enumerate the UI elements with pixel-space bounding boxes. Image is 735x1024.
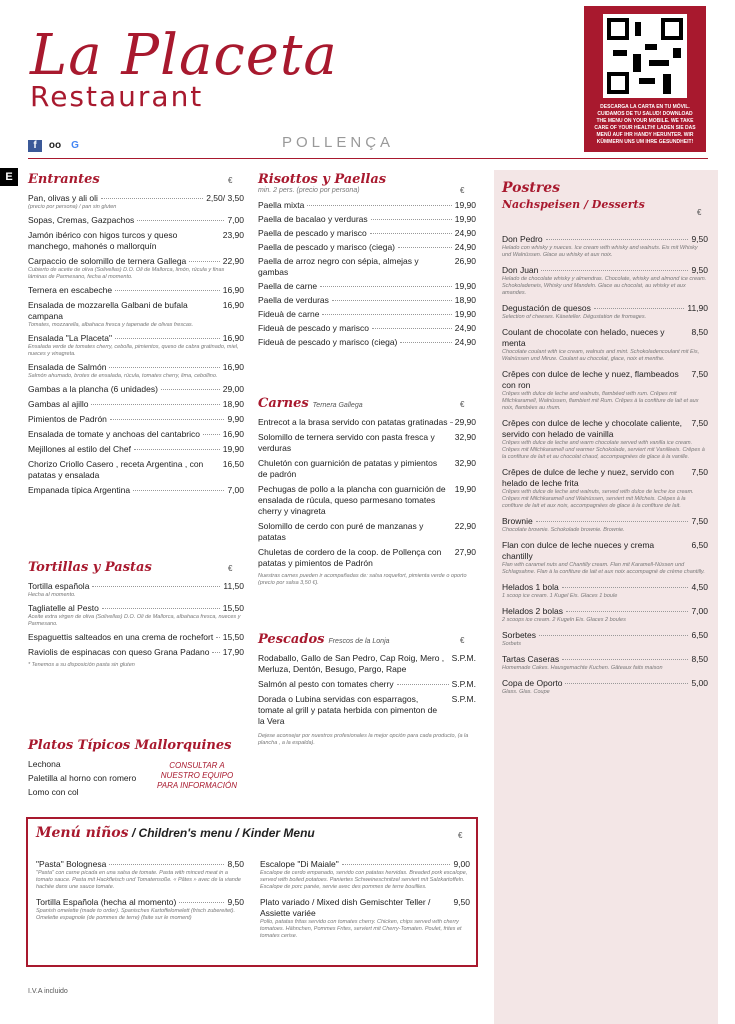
menu-item (502, 303, 708, 321)
item-price: 5,00 (691, 678, 708, 688)
currency-symbol: € (697, 208, 702, 217)
item-name: Paella de verduras (258, 295, 329, 305)
item-description: Chocolate brownie. Schokolade brownie. Brownie. (502, 527, 625, 533)
leader-dots (110, 419, 225, 420)
leader-dots (320, 286, 452, 287)
item-description: Aceite extra virgen de oliva (Solivellas) D.O. Oli de Mallorca, albahaca fresca, nueces y Parmesano. (28, 614, 241, 627)
item-price: 7,00 (227, 485, 244, 495)
item-name: Pechugas de pollo a la plancha con guarnición de ensalada de rúcula, queso parmesano tomates cherry y vinagreta (258, 484, 446, 516)
item-price: 9,50 (453, 897, 470, 907)
restaurant-logo (30, 23, 338, 113)
menu-item (258, 281, 476, 292)
item-price: 7,50 (691, 467, 708, 477)
leader-dots (203, 434, 220, 435)
item-name: Escalope "Di Maiale" (260, 859, 339, 869)
item-price: 9,00 (453, 859, 470, 869)
item-name: Sopas, Cremas, Gazpachos (28, 215, 135, 225)
header-divider (28, 158, 708, 159)
item-name: Dorada o Lubina servidas con esparragos, tomate al grill y patata herbida con pimenton de la Vera (258, 694, 438, 726)
carnes-list (258, 417, 476, 569)
menu-item (258, 242, 476, 253)
risottos-list (258, 200, 476, 348)
item-name: Don Juan (502, 265, 539, 275)
item-description: Spanish omelette (made to order). Spanisches Kartoffelomelett (frisch zubereitet). Omelette espagnole (de pommes de terre) (faite sur le moment) (36, 908, 236, 921)
item-price: 32,90 (454, 458, 476, 468)
leader-dots (332, 300, 452, 301)
item-description: "Pasta" con carne picada en una salsa de tomate. Pasta with minced meat in a tomato sauce. Pasta mit Hackfleisch und Tomatensoße. « Pâtes » avec de la viande hachée dans une sauce tomate. (36, 870, 241, 890)
item-name: Ternera en escabeche (28, 285, 113, 295)
item-description: Salmón ahumado, brotes de ensalada, rúcula, tomates cherry, lima, cebollino. (28, 373, 218, 379)
menu-item (502, 418, 708, 461)
item-description: Sorbets (502, 641, 521, 647)
menu-item (502, 327, 708, 363)
menu-item (258, 653, 476, 675)
item-price: 18,90 (454, 295, 476, 305)
currency-symbol: € (228, 564, 233, 573)
item-name: Paella mixta (258, 200, 305, 210)
item-price: 23,90 (222, 230, 244, 240)
leader-dots (109, 864, 224, 865)
leader-dots (216, 637, 219, 638)
item-price: 9,50 (691, 234, 708, 244)
mallorquines-section (28, 738, 244, 798)
facebook-icon[interactable]: f (28, 140, 42, 152)
menu-item (28, 647, 244, 658)
item-name: Empanada típica Argentina (28, 485, 131, 495)
menu-item (28, 485, 244, 496)
item-price: 6,50 (691, 630, 708, 640)
item-description: Escalope de cerdo empanado, servido con patatas hervidas. Breaded pork escalope, served with boiled potatoes. Paniertes Schweineschnitzel serviert mit Salzkartoffeln. Escalope de porc panée, servie avec des pommes de terre bouillies. (260, 870, 468, 890)
leader-dots (92, 586, 220, 587)
mallorquines-title: Platos Típicos Mallorquines (28, 738, 232, 753)
item-price: S.P.M. (451, 653, 476, 663)
menu-item (28, 384, 244, 395)
item-name: Crêpes de dulce de leche y nuez, servido con helado de leche frita (502, 467, 674, 488)
item-name: Flan con dulce de leche nueces y crema chantilly (502, 540, 655, 561)
menu-item (502, 582, 708, 600)
menu-item (258, 295, 476, 306)
item-price: 9,90 (227, 414, 244, 424)
menu-item (28, 414, 244, 425)
item-name: Paella de pescado y marisco (ciega) (258, 242, 396, 252)
list-item: Paletilla al horno con romero (28, 773, 137, 783)
menu-item (258, 200, 476, 211)
item-price: 19,90 (222, 444, 244, 454)
item-price: 19,90 (454, 484, 476, 494)
tortillas-list (28, 581, 244, 658)
menu-item (28, 333, 244, 358)
leader-dots (161, 389, 220, 390)
currency-symbol: € (460, 400, 465, 409)
item-price: 15,50 (222, 632, 244, 642)
item-price: 16,90 (222, 333, 244, 343)
leader-dots (370, 233, 452, 234)
leader-dots (102, 608, 220, 609)
consult-note: CONSULTAR A NUESTRO EQUIPO PARA INFORMACIÓN (156, 761, 237, 790)
item-price: 16,90 (222, 429, 244, 439)
menu-item (28, 459, 244, 481)
item-price: 16,90 (222, 300, 244, 310)
qr-box (584, 6, 706, 152)
pescados-sub: Frescos de la Lonja (328, 638, 390, 645)
item-name: Ensalada de Salmón (28, 362, 107, 372)
item-name: Fideuà de carne (258, 309, 320, 319)
item-name: Helados 1 bola (502, 582, 559, 592)
item-name: Mejillones al estilo del Chef (28, 444, 131, 454)
leader-dots (307, 205, 451, 206)
menu-item (258, 694, 476, 727)
carnes-section (258, 396, 476, 587)
item-price: 17,90 (222, 647, 244, 657)
menu-item (36, 859, 244, 891)
menu-item (502, 606, 708, 624)
menu-item (28, 399, 244, 410)
carnes-sub: Ternera Gallega (312, 402, 363, 409)
postres-title: Postres (502, 180, 561, 196)
item-name: Entrecot a la brasa servido con patatas gratinadas (258, 417, 448, 427)
leader-dots (133, 490, 224, 491)
leader-dots (398, 247, 452, 248)
leader-dots (371, 219, 452, 220)
entrantes-list (28, 193, 244, 496)
item-description: Hecha al momento. (28, 592, 76, 598)
item-name: Sorbetes (502, 630, 537, 640)
menu-item (258, 256, 476, 278)
brand-sub: Restaurant (30, 80, 204, 113)
item-name: Fideuà de pescado y marisco (258, 323, 370, 333)
kids-left-list (36, 859, 244, 928)
item-name: Gambas a la plancha (6 unidades) (28, 384, 158, 394)
item-name: "Pasta" Bolognesa (36, 859, 107, 869)
vat-note: I.V.A incluido (28, 988, 68, 995)
menu-item (28, 429, 244, 440)
leader-dots (539, 635, 688, 636)
leader-dots (115, 290, 220, 291)
item-price: 8,50 (691, 654, 708, 664)
qr-instructions: DESCARGA LA CARTA EN TU MÓVIL. CUIDAMOS DE TU SALUD! DOWNLOAD THE MENU ON YOUR MOBILE. WE TAKE CARE OF YOUR HEALTH! LADEN SIE DAS MENÜ AUF IHR HANDY HERUNTER. WIR KÜMMERN UNS UM IHRE GESUNDHEIT! (594, 104, 696, 145)
item-name: Salmón al pesto con tomates cherry (258, 679, 394, 689)
item-name: Coulant de chocolate con helado, nueces y menta (502, 327, 665, 348)
item-price: 19,90 (454, 200, 476, 210)
item-description: Pollo, patatas fritas servido con tomates cherry. Chicken, chips served with cherry tomatoes. Hähnchen, Pommes Frites, serviert mit Cherry-Tomaten. Poulet, frites et tomates cerise. (260, 919, 462, 939)
kids-right-list (260, 859, 470, 946)
leader-dots (400, 342, 451, 343)
menu-item (502, 678, 708, 696)
pescados-note: Dejese aconsejar por nuestros profesionales la mejor opción para cada producto, (a la plancha , a la espalda). (258, 733, 469, 746)
leader-dots (536, 521, 689, 522)
menu-item (258, 547, 476, 569)
leader-dots (189, 261, 219, 262)
item-description: Glass. Glas. Coupe (502, 689, 550, 695)
gluten-note: * Tenemos a su disposición pasta sin gluten (28, 662, 135, 668)
postres-panel (494, 170, 718, 1024)
menu-item (258, 417, 476, 428)
menu-item (28, 362, 244, 380)
item-description: Helado con whisky y nueces. Ice cream with whisky and walnuts. Eis mit Whisky und Walnüssen. Glace au whisky et aux noix. (502, 245, 698, 258)
item-price: 2,50/ 3,50 (206, 193, 244, 203)
item-price: 19,90 (454, 281, 476, 291)
item-name: Tartas Caseras (502, 654, 560, 664)
item-name: Jamón ibérico con higos turcos y queso manchego, mahonés o mallorquín (28, 230, 178, 251)
leader-dots (397, 684, 449, 685)
leader-dots (541, 270, 688, 271)
item-name: Carpaccio de solomillo de ternera Gallega (28, 256, 187, 266)
postres-sub: Nachspeisen / Desserts (502, 198, 645, 211)
menu-item (28, 230, 244, 252)
leader-dots (101, 198, 203, 199)
item-name: Raviolis de espinacas con queso Grana Padano (28, 647, 210, 657)
menu-item (28, 581, 244, 599)
item-price: 24,90 (454, 228, 476, 238)
menu-item (28, 300, 244, 329)
menu-item (502, 516, 708, 534)
currency-symbol: € (460, 636, 465, 645)
item-name: Don Pedro (502, 234, 543, 244)
risottos-sub: min. 2 pers. (precio por persona) (258, 187, 360, 194)
item-price: 16,90 (222, 285, 244, 295)
menu-item (28, 603, 244, 628)
leader-dots (372, 328, 452, 329)
item-name: Pan, olivas y ali oli (28, 193, 98, 203)
item-name: Paella de carne (258, 281, 318, 291)
entrantes-title: Entrantes (28, 172, 100, 187)
item-description: Flan with caramel nuts and Chantilly cream. Flan mit Karamell-Nüssen und Schlagsahne. Flan à la confiture de lait et aux noix accompagné de crème chantilly. (502, 562, 705, 575)
menu-item (258, 309, 476, 320)
menu-item (258, 484, 476, 517)
leader-dots (109, 367, 219, 368)
menu-item (28, 632, 244, 643)
leader-dots (546, 239, 689, 240)
item-price: S.P.M. (451, 694, 476, 704)
item-price: 7,50 (691, 369, 708, 379)
menu-item (258, 679, 476, 690)
leader-dots (565, 683, 688, 684)
currency-symbol: € (460, 186, 465, 195)
item-name: Tortilla española (28, 581, 90, 591)
menu-item (260, 897, 470, 940)
menu-item (28, 193, 244, 211)
item-price: 29,90 (454, 417, 476, 427)
risottos-section (258, 172, 476, 351)
item-name: Paella de arroz negro con sépia, almejas y gambas (258, 256, 419, 277)
menu-item (502, 265, 708, 297)
menu-item (258, 521, 476, 543)
list-item: Lomo con col (28, 787, 79, 797)
pescados-list (258, 653, 476, 727)
item-price: 32,90 (454, 432, 476, 442)
brand-name: La Placeta (30, 23, 338, 88)
item-price: 11,50 (223, 581, 244, 591)
item-price: 27,90 (454, 547, 476, 557)
item-name: Tortilla Española (hecha al momento) (36, 897, 177, 907)
google-icon[interactable]: G (71, 140, 79, 151)
item-price: 7,50 (691, 516, 708, 526)
item-price: 7,00 (691, 606, 708, 616)
item-name: Crêpes con dulce de leche y chocolate caliente, servido con helado de vainilla (502, 418, 683, 439)
leader-dots (134, 449, 220, 450)
item-name: Chorizo Criollo Casero , receta Argentina , con patatas y ensalada (28, 459, 204, 480)
item-name: Degustación de quesos (502, 303, 591, 313)
item-name: Solomillo de cerdo con puré de manzanas y patatas (258, 521, 424, 542)
qr-code[interactable] (603, 14, 687, 98)
pescados-section (258, 632, 476, 747)
item-description: 1 scoop ice cream. 1 Kugel Eis. Glaces 1 boule (502, 593, 618, 599)
item-name: Pimientos de Padrón (28, 414, 107, 424)
menu-item (28, 444, 244, 455)
list-item: Lechona (28, 759, 61, 769)
item-description: Homemade Cakes. Hausgemachte Kuchen. Gâteaux faits maison (502, 665, 663, 671)
item-name: Ensalada de mozzarella Galbani de bufala campana (28, 300, 188, 321)
item-description: 2 scoops ice cream. 2 Kugeln Eis. Glaces 2 boules (502, 617, 626, 623)
leader-dots (566, 611, 688, 612)
item-price: 22,90 (222, 256, 244, 266)
item-description: (precio por persona) / pan sin gluten (28, 204, 117, 210)
menu-item (258, 432, 476, 454)
language-tag: E (0, 168, 18, 186)
menu-item (36, 897, 244, 922)
item-price: 22,90 (454, 521, 476, 531)
pescados-title: Pescados (258, 632, 325, 647)
item-description: Chocolate coulant with ice cream, walnuts and mint. Schokoladencoulant mit Eis, Walnüssen und Minze. Coulant au chocolat, glace, noix et menthe. (502, 349, 700, 362)
kids-title-rest: / Children's menu / Kinder Menu (128, 826, 315, 840)
tortillas-section (28, 560, 244, 669)
item-name: Ensalada de tomate y anchoas del cantabrico (28, 429, 201, 439)
leader-dots (450, 422, 451, 423)
item-price: 7,00 (227, 215, 244, 225)
item-price: 26,90 (454, 256, 476, 266)
item-name: Rodaballo, Gallo de San Pedro, Cap Roig, Mero , Merluza, Dentón, Besugo, Pargo, Rape (258, 653, 445, 674)
menu-item (28, 215, 244, 226)
item-name: Plato variado / Mixed dish Gemischter Teller / Assiette variée (260, 897, 431, 918)
item-description: Ensalada verde de tomates cherry, cebolla, pimientos, queso de cabra gratinado, miel, nueces y vinagreta. (28, 344, 239, 357)
menu-item (28, 285, 244, 296)
item-price: 29,00 (222, 384, 244, 394)
item-name: Crêpes con dulce de leche y nuez, flambeados con ron (502, 369, 679, 390)
item-name: Chuletas de cordero de la coop. de Pollença con patatas y pimientos de Padrón (258, 547, 442, 568)
item-price: 6,50 (691, 540, 708, 550)
item-price: 18,90 (222, 399, 244, 409)
carnes-note: Nuestras carnes pueden ir acompañadas de: salsa roquefort, pimienta verde o oporto (precio por salsa 3,50 €). (258, 573, 467, 586)
item-price: 15,50 (222, 603, 244, 613)
currency-symbol: € (228, 176, 233, 185)
item-price: 8,50 (227, 859, 244, 869)
leader-dots (212, 652, 219, 653)
menu-item (258, 323, 476, 334)
item-price: S.P.M. (451, 679, 476, 689)
leader-dots (322, 314, 451, 315)
social-links (28, 140, 82, 152)
leader-dots (594, 308, 685, 309)
menu-item (502, 369, 708, 412)
menu-item (502, 630, 708, 648)
menu-item (502, 234, 708, 259)
item-name: Brownie (502, 516, 533, 526)
leader-dots (91, 404, 219, 405)
postres-list (502, 234, 708, 702)
carnes-title: Carnes (258, 396, 309, 411)
item-price: 24,90 (454, 242, 476, 252)
item-price: 8,50 (691, 327, 708, 337)
tripadvisor-icon[interactable]: oo (48, 140, 62, 151)
item-price: 4,50 (691, 582, 708, 592)
item-description: Crêpes with dulce de leche and warm chocolate served with vanilla ice cream. Crêpes mit Milchkaramell und warmer Schokolade, serviert mit Vanilleeis. Crêpes à la confiture de lait et au chocolat chaud, accompagnées de glace à la vanille. (502, 440, 705, 460)
item-price: 16,90 (222, 362, 244, 372)
item-name: Ensalada "La Placeta" (28, 333, 113, 343)
item-description: Cubierto de aceite de oliva (Solivellas) D.O. Oli de Mallorca, limón, rúcula y finas láminas de Parmesano, fecha al momento. (28, 267, 225, 280)
menu-item (28, 256, 244, 281)
item-name: Tagliatelle al Pesto (28, 603, 99, 613)
menu-item (258, 228, 476, 239)
leader-dots (562, 659, 688, 660)
leader-dots (342, 864, 451, 865)
tortillas-title: Tortillas y Pastas (28, 560, 152, 575)
item-price: 19,90 (454, 309, 476, 319)
leader-dots (179, 902, 224, 903)
menu-item (258, 214, 476, 225)
item-description: Tomates, mozzarella, albahaca fresca y tapenade de olivas frescas. (28, 322, 194, 328)
item-name: Paella de pescado y marisco (258, 228, 367, 238)
menu-item (258, 458, 476, 480)
item-name: Paella de bacalao y verduras (258, 214, 368, 224)
item-price: 16,50 (222, 459, 244, 469)
menu-item (502, 467, 708, 510)
menu-item (260, 859, 470, 891)
town-name: POLLENÇA (282, 134, 395, 151)
item-description: Selection of cheeses. Käseteller. Dégustation de fromages. (502, 314, 647, 320)
item-price: 19,90 (454, 214, 476, 224)
item-description: Helado de chocolate whisky y almendras. Chocolate, whisky and almond ice cream. Schokoladeneis, Whisky und Mandeln. Glace au chocolat, au whisky et aux amandes. (502, 276, 707, 296)
item-name: Chuletón con guarnición de patatas y pimientos de padrón (258, 458, 438, 479)
leader-dots (562, 587, 689, 588)
entrantes-section (28, 172, 244, 500)
item-name: Copa de Oporto (502, 678, 563, 688)
item-name: Fideuà de pescado y marisco (ciega) (258, 337, 398, 347)
item-price: 24,90 (454, 323, 476, 333)
item-price: 9,50 (227, 897, 244, 907)
kids-menu (26, 817, 478, 967)
risottos-title: Risottos y Paellas (258, 172, 387, 187)
currency-symbol: € (458, 831, 463, 840)
item-price: 11,90 (687, 303, 708, 313)
item-name: Espaguettis salteados en una crema de rochefort (28, 632, 214, 642)
menu-item (258, 337, 476, 348)
item-name: Solomillo de ternera servido con pasta fresca y verduras (258, 432, 435, 453)
menu-item (502, 654, 708, 672)
item-price: 7,50 (691, 418, 708, 428)
item-name: Gambas al ajillo (28, 399, 89, 409)
item-price: 9,50 (691, 265, 708, 275)
kids-title: Menú niños (36, 825, 129, 841)
item-description: Crêpes with dulce de leche and walnuts, flambéed with rum. Crêpes mit Milchkaramell, Walnüssen, flambiert mit Rum. Crêpes à la confiture de lait et aux noix, flambées au rhum. (502, 391, 699, 411)
item-name: Helados 2 bolas (502, 606, 563, 616)
item-price: 24,90 (454, 337, 476, 347)
menu-item (502, 540, 708, 576)
item-description: Crêpes with dulce de leche and walnuts, served with dulce de leche ice cream. Crêpes mit Milchkaramell und Walnüssen, serviert mit Milcheis. Crêpes à la confiture de lait et aux noix, accompagnées de glace à la confiture de lait. (502, 489, 694, 509)
leader-dots (115, 338, 220, 339)
leader-dots (137, 220, 224, 221)
